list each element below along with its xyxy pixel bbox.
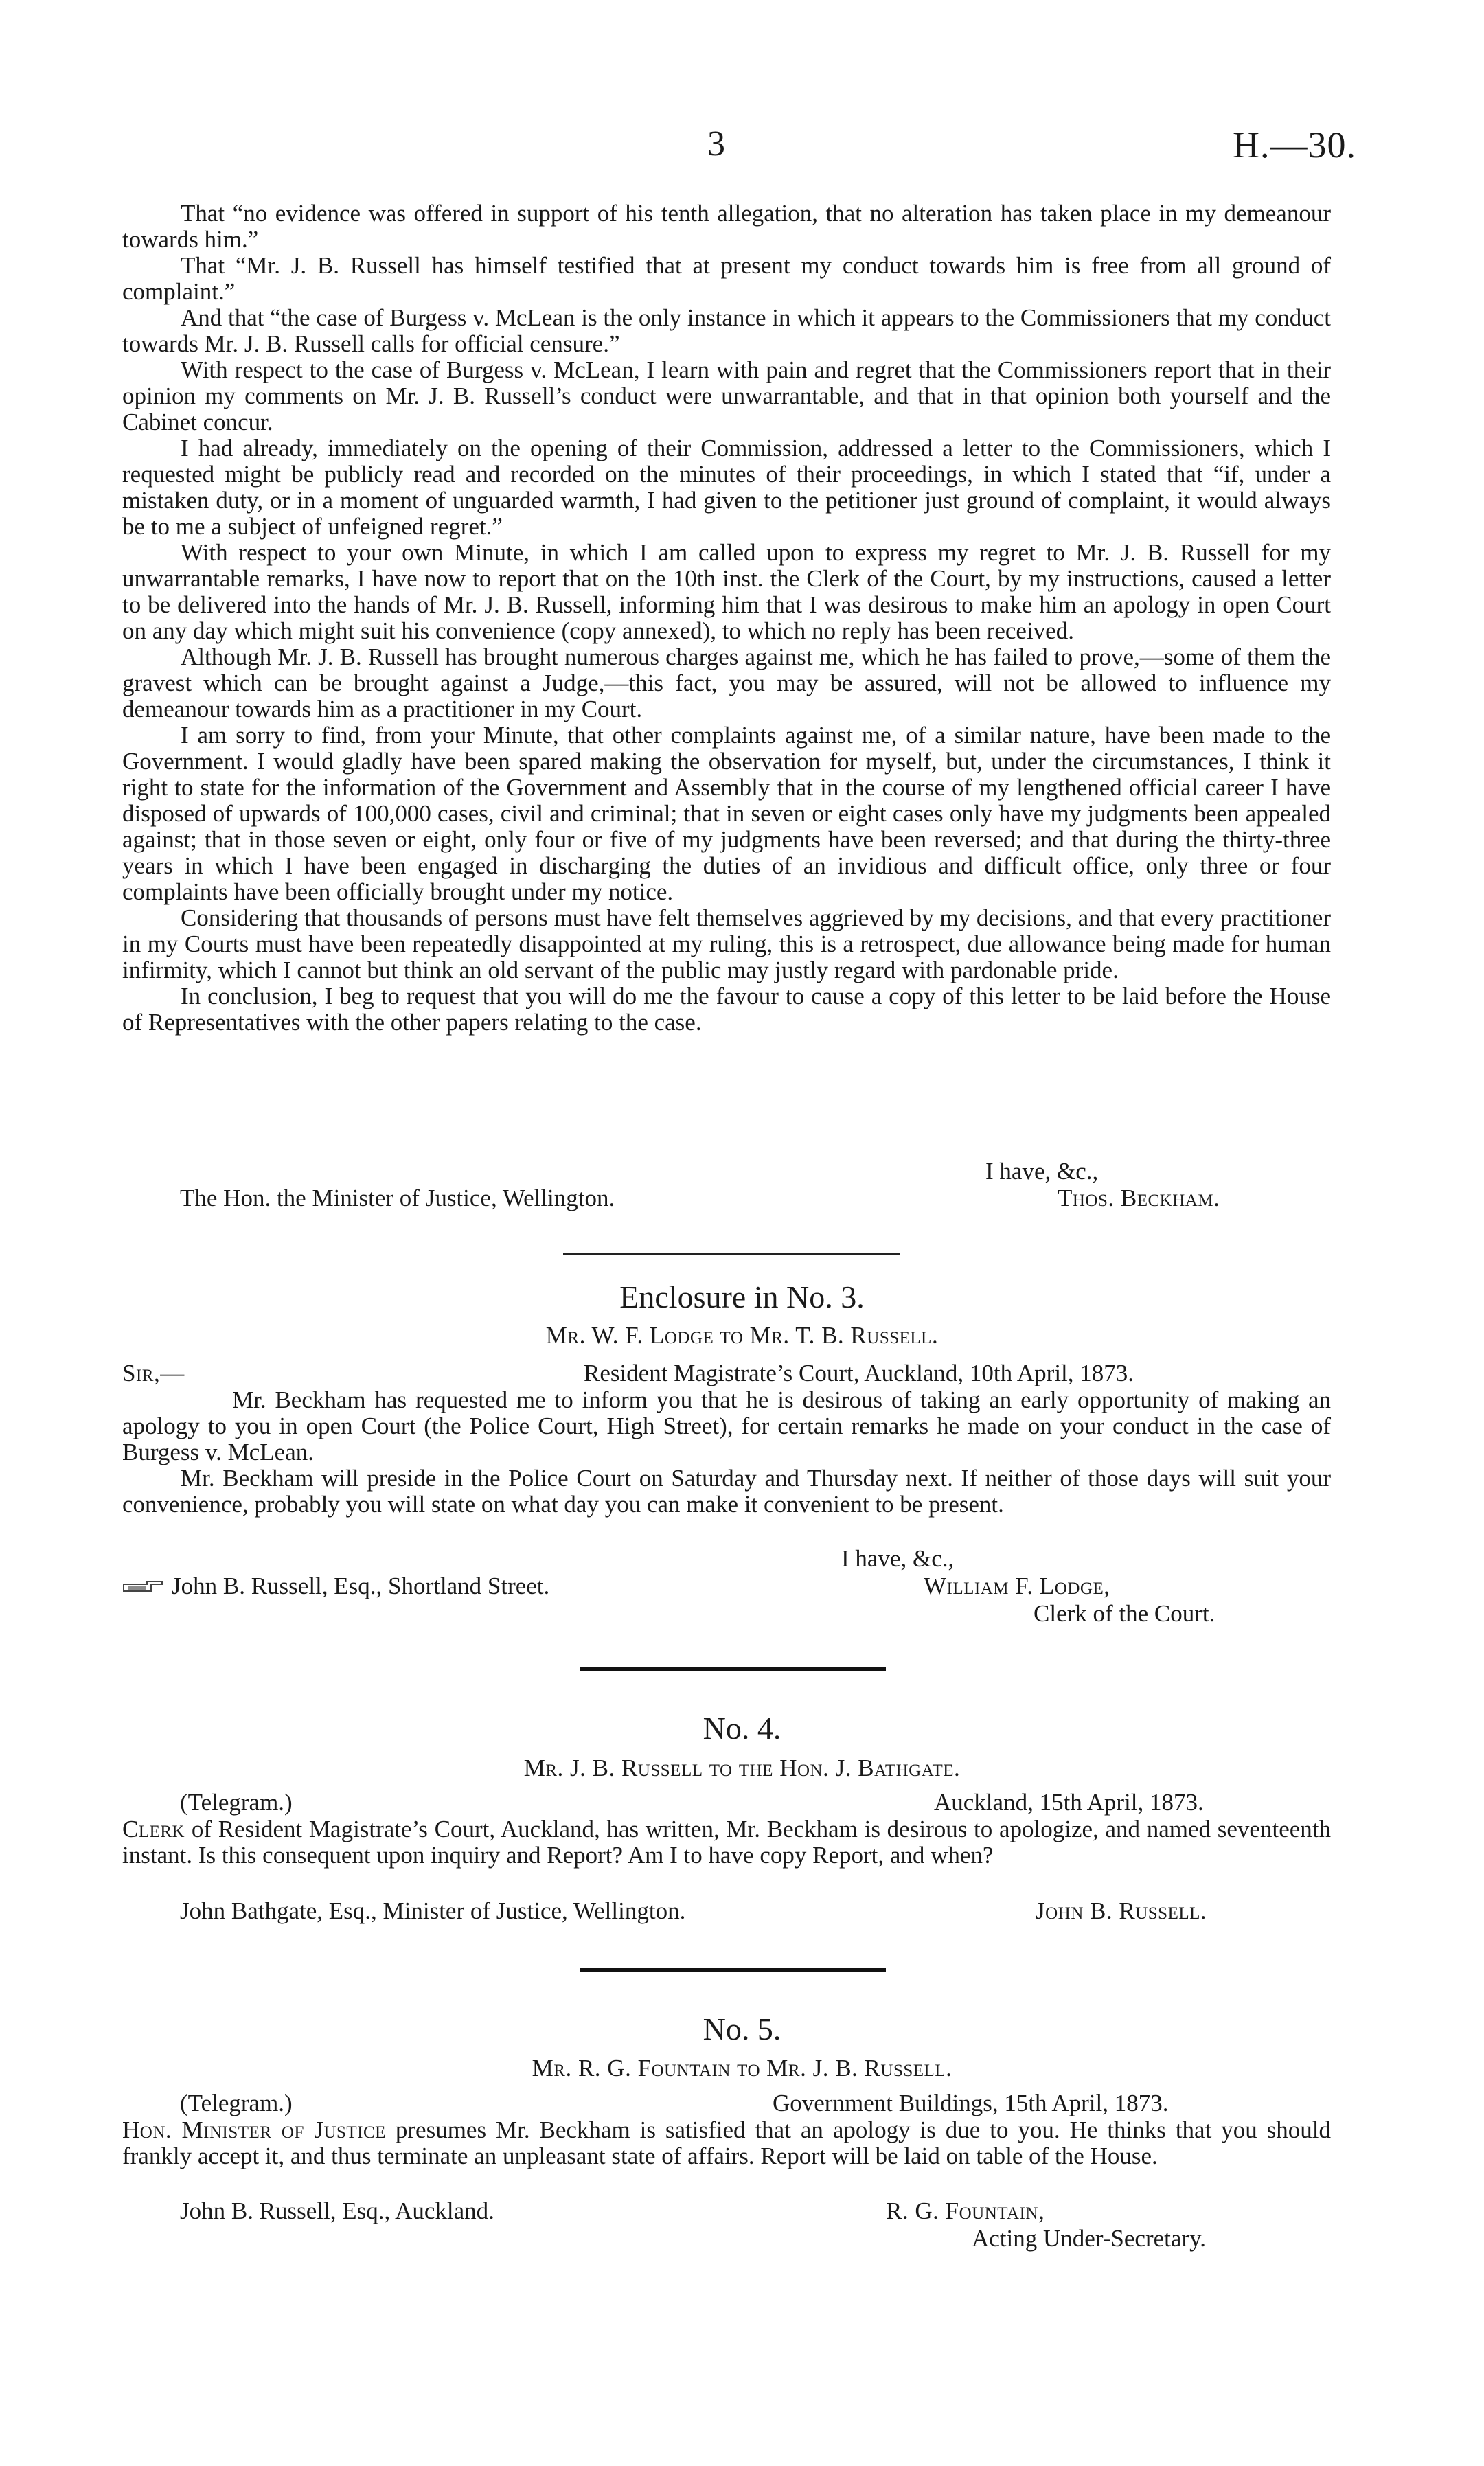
letter-paragraph: In conclusion, I beg to request that you will do me the favour to cause a copy of this letter to be laid before the House of Representatives with the other papers relating to the case. [122, 983, 1331, 1036]
no5-type: (Telegram.) [180, 2090, 293, 2116]
no5-addressee: John B. Russell, Esq., Auckland. [180, 2197, 494, 2224]
pointing-hand-icon [122, 1577, 165, 1595]
no5-body-text: presumes Mr. Beckham is satisfied that an apology is due to you. He thinks that you should frankly accept it, and thus terminate an unpleasant state of affairs. Report will be laid on table of the House. [122, 2116, 1331, 2169]
enclosure-signature-title: Clerk of the Court. [1034, 1600, 1215, 1627]
letter-paragraph: With respect to your own Minute, in which I am called upon to express my regret to Mr. J. B. Russell for my unwarrantable remarks, I have now to report that on the 10th inst. the Clerk of the Court, by my instructions, caused a letter to be delivered into the hands of Mr. J. B. Russell, informing him that I was desirous to make him an apology in open Court on any day which might suit his convenience (copy annexed), to which no reply has been received. [122, 539, 1331, 644]
letter-paragraph: I had already, immediately on the opening of their Commission, addressed a letter to the Commissioners, which I requested might be publicly read and recorded on the minutes of their proceedings, in which I stated that “if, under a mistaken duty, or in a moment of unguarded warmth, I had given to the petitioner just ground of complaint, it would always be to me a subject of unfeigned regret.” [122, 435, 1331, 540]
enclosure-salutation: Sir,— [122, 1360, 185, 1386]
enclosure-signature: William F. Lodge, [924, 1573, 1110, 1599]
no4-place-date: Auckland, 15th April, 1873. [934, 1789, 1204, 1816]
enclosure-paragraph: Mr. Beckham will preside in the Police Court on Saturday and Thursday next. If neither of those days will suit your convenience, probably you will state on what day you can make it convenient to be present. [122, 1465, 1331, 1518]
no5-place-date: Government Buildings, 15th April, 1873. [773, 2090, 1169, 2116]
letter-addressee: The Hon. the Minister of Justice, Wellington. [180, 1185, 615, 1211]
no5-signature: R. G. Fountain, [886, 2197, 1045, 2224]
no4-from-to: Mr. J. B. Russell to the Hon. J. Bathgate. [523, 1755, 961, 1781]
no4-body [122, 1816, 1331, 1869]
enclosure-closing: I have, &c., [841, 1545, 955, 1572]
enclosure-title: Enclosure in No. 3. [619, 1279, 865, 1314]
no4-addressee: John Bathgate, Esq., Minister of Justice, Wellington. [180, 1897, 686, 1924]
letter-paragraph: That “no evidence was offered in support of his tenth allegation, that no alteration has taken place in my demeanour towards him.” [122, 200, 1331, 253]
no5-from-to: Mr. R. G. Fountain to Mr. J. B. Russell. [532, 2055, 952, 2081]
no4-body-text: of Resident Magistrate’s Court, Auckland, has written, Mr. Beckham is desirous to apologize, and named seventeenth instant. Is this consequent upon inquiry and Report? Am I to have copy Report, and when? [122, 1816, 1331, 1869]
letter-paragraph: Considering that thousands of persons must have felt themselves aggrieved by my decisions, and that every practitioner in my Courts must have been repeatedly disappointed at my ruling, this is a retrospect, due allowance being made for human infirmity, which I cannot but think an old servant of the public may justly regard with pardonable pride. [122, 904, 1331, 983]
letter-signature: Thos. Beckham. [1058, 1185, 1220, 1211]
page-number: 3 [707, 124, 725, 163]
no5-title: No. 5. [703, 2011, 781, 2046]
no4-signature: John B. Russell. [1036, 1897, 1207, 1924]
section-divider [580, 1667, 886, 1671]
no5-body [122, 2117, 1331, 2169]
no5-signature-title: Acting Under-Secretary. [972, 2225, 1207, 2252]
letter-closing: I have, &c., [985, 1158, 1099, 1185]
no5-body-lead: Hon. Minister of Justice [122, 2116, 386, 2143]
enclosure-place-date: Resident Magistrate’s Court, Auckland, 10th April, 1873. [584, 1360, 1134, 1386]
letter-body [122, 201, 1331, 1036]
no4-title: No. 4. [703, 1711, 781, 1746]
letter-paragraph: And that “the case of Burgess v. McLean is the only instance in which it appears to the Commissioners that my conduct towards Mr. J. B. Russell calls for official censure.” [122, 304, 1331, 357]
enclosure-addressee-line [122, 1573, 549, 1600]
letter-paragraph: I am sorry to find, from your Minute, that other complaints against me, of a similar nature, have been made to the Government. I would gladly have been spared making the observation for myself, but, under the circumstances, I think it right to state for the information of the Government and Assembly that in the course of my lengthened official career I have disposed of upwards of 100,000 cases, civil and criminal; that in seven or eight cases only have my judgments been appealed against; that in those seven or eight, only four or five of my judgments have been reversed; and that during the thirty-three years in which I have been engaged in discharging the duties of an invidious and difficult office, only three or four complaints have been officially brought under my notice. [122, 722, 1331, 905]
section-divider [580, 1968, 886, 1972]
no4-type: (Telegram.) [180, 1789, 293, 1816]
enclosure-body [122, 1387, 1331, 1518]
letter-paragraph: That “Mr. J. B. Russell has himself testified that at present my conduct towards him is free from all ground of complaint.” [122, 252, 1331, 305]
document-reference: H.—30. [1233, 124, 1356, 165]
enclosure-addressee: John B. Russell, Esq., Shortland Street. [172, 1573, 550, 1599]
letter-paragraph: Although Mr. J. B. Russell has brought numerous charges against me, which he has failed to prove,—some of them the gravest which can be brought against a Judge,—this fact, you may be assured, will not be allowed to influence my demeanour towards him as a practitioner in my Court. [122, 643, 1331, 722]
enclosure-from-to: Mr. W. F. Lodge to Mr. T. B. Russell. [545, 1322, 939, 1349]
section-divider [563, 1253, 900, 1255]
letter-paragraph: With respect to the case of Burgess v. McLean, I learn with pain and regret that the Commissioners report that in their opinion my comments on Mr. J. B. Russell’s conduct were unwarrantable, and that in that opinion both yourself and the Cabinet concur. [122, 356, 1331, 435]
enclosure-paragraph: Mr. Beckham has requested me to inform you that he is desirous of taking an early opportunity of making an apology to you in open Court (the Police Court, High Street), for certain remarks he made on your conduct in the case of Burgess v. McLean. [122, 1386, 1331, 1465]
no4-body-lead: Clerk [122, 1816, 185, 1842]
